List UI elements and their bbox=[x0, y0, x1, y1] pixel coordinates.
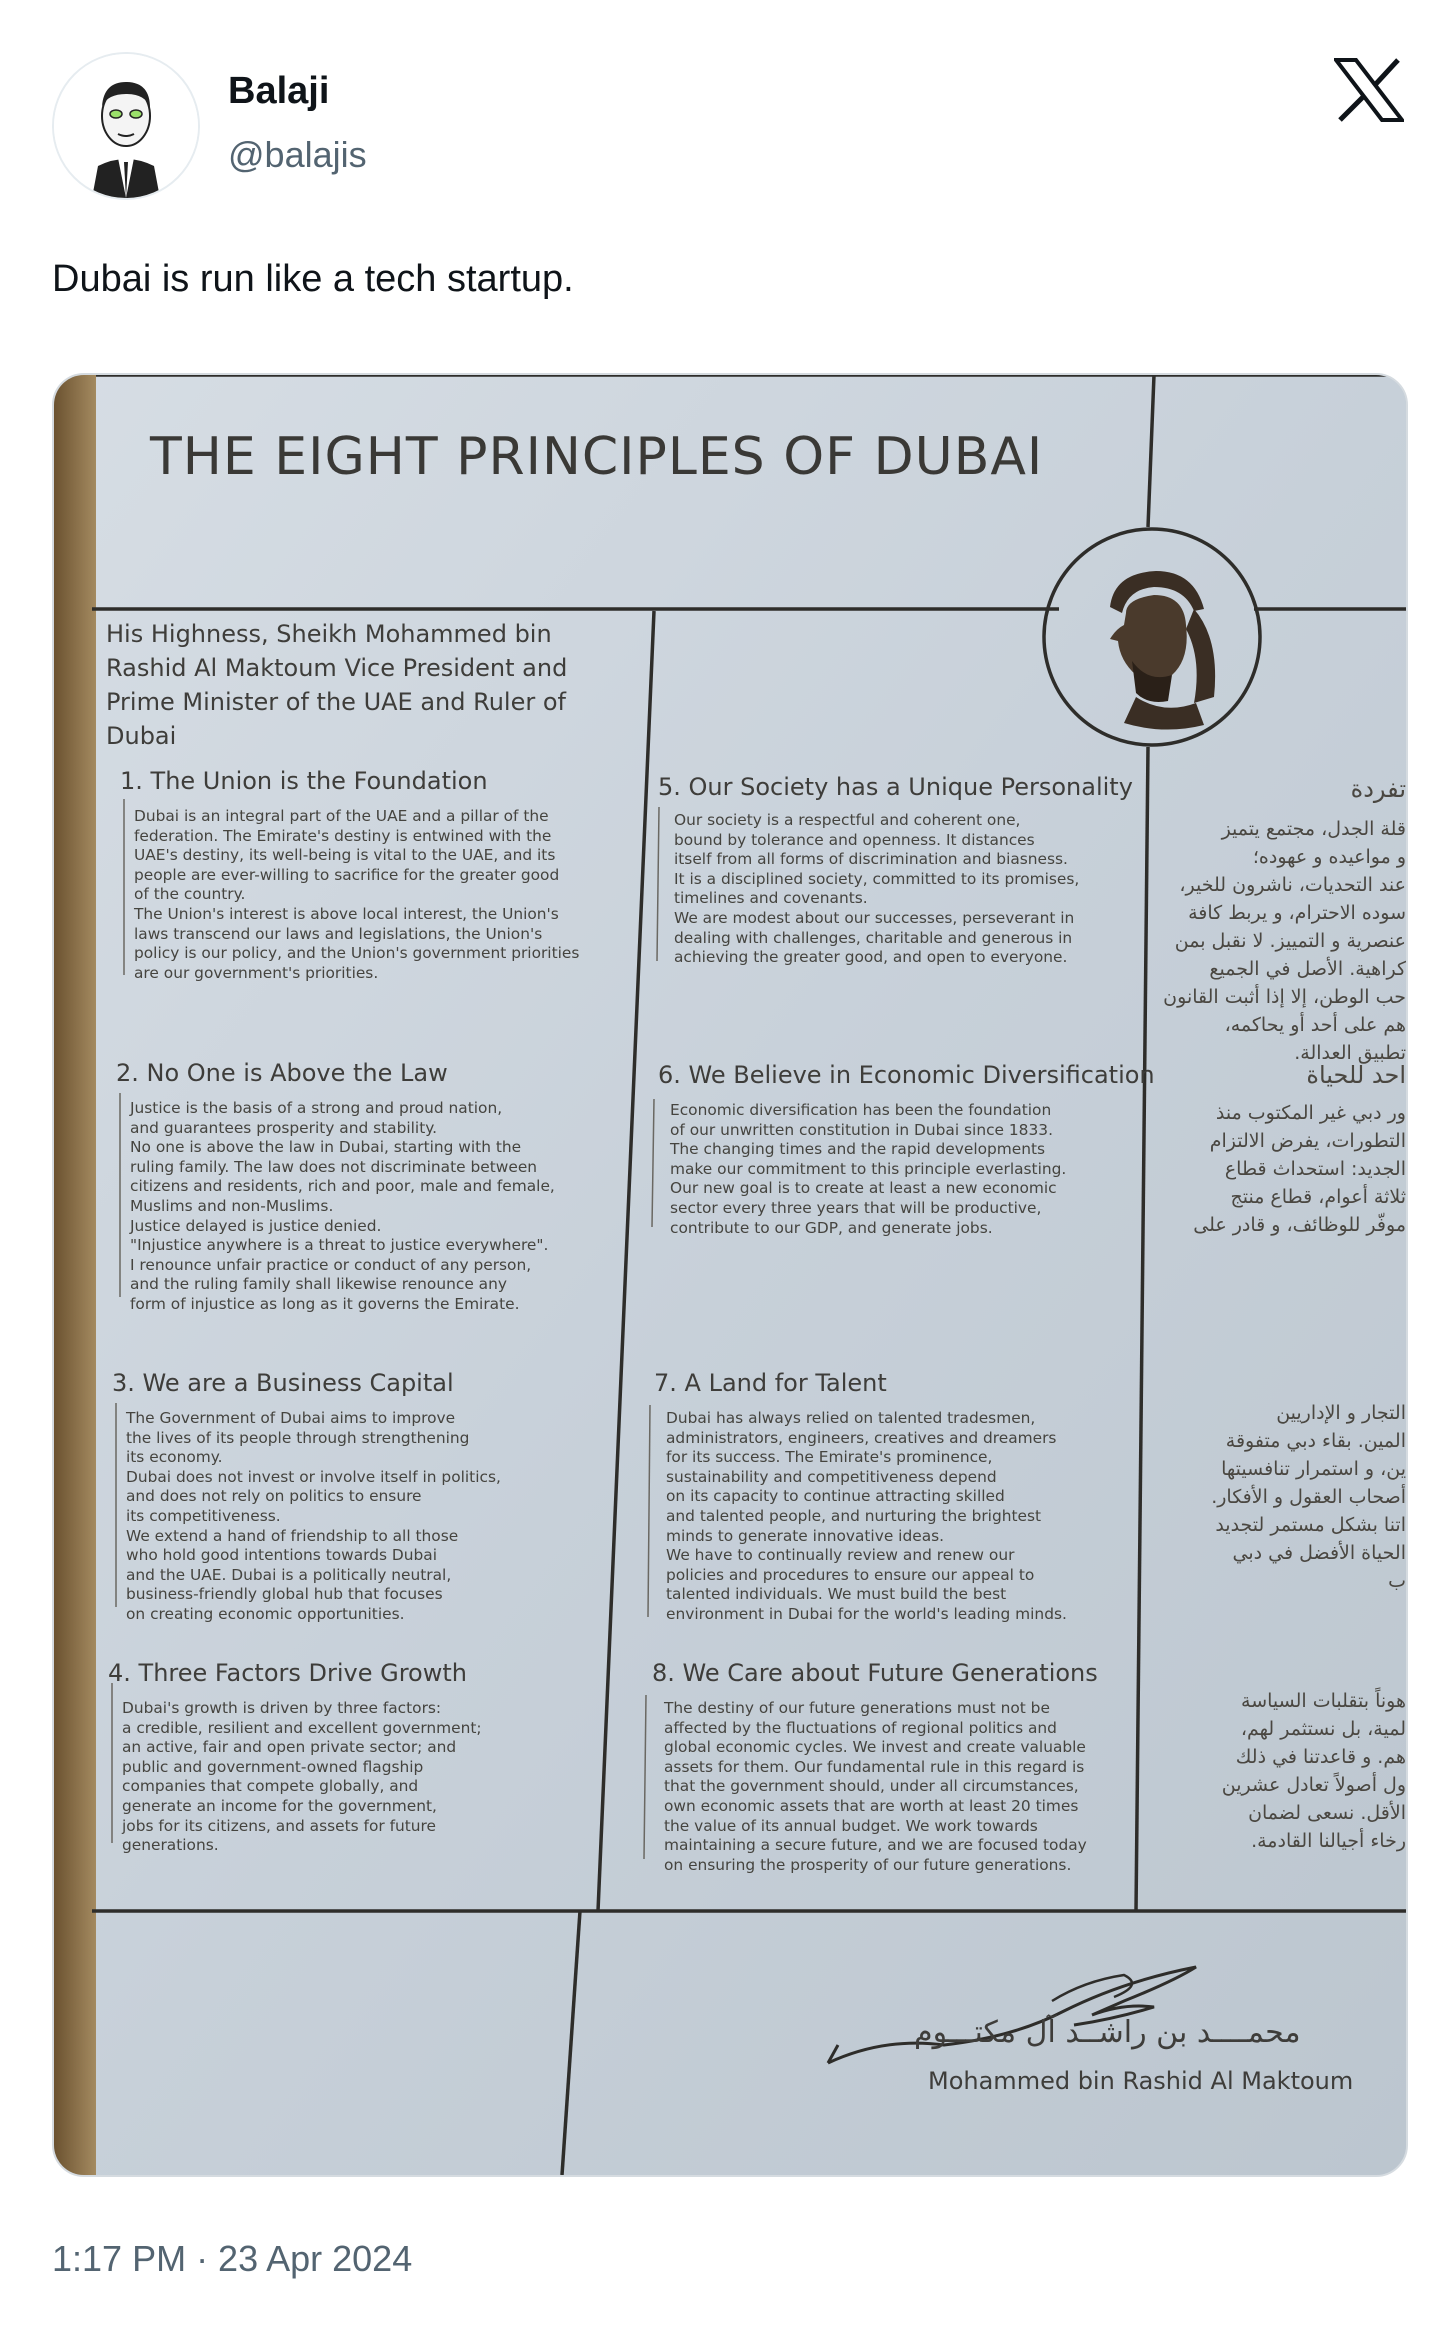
principle-6-heading: 6. We Believe in Economic Diversification bbox=[658, 1061, 1155, 1089]
principle-1-body: Dubai is an integral part of the UAE and a pillar of the federation. The Emirate's destiny is entwined with the UAE's destiny, its well-being is vital to the UAE, and its people are ever-willing to sacrifice for the greater good of the country. The Union's interest is above local interest, the Union's laws transcend our laws and legislations, the Union's policy is our policy, and the Union's government priorities are our government's priorities. bbox=[134, 807, 580, 982]
arabic-block-2: ور دبي غير المكتوب منذ التطورات، يفرض الالتزام الجديد: استحداث قطاع ثلاثة أعوام، قطاع منتج موفّر للوظائف، و قادر على bbox=[1193, 1102, 1406, 1236]
author-name[interactable]: Balaji bbox=[228, 70, 330, 112]
principle-4-heading: 4. Three Factors Drive Growth bbox=[108, 1659, 467, 1687]
principle-7-heading: 7. A Land for Talent bbox=[654, 1369, 887, 1397]
arabic-block-1: قلة الجدل، مجتمع يتميز و مواعيده و عهوده؛ عند التحديات، ناشرون للخير، سوده الاحترام، و يربط كافة عنصرية و التمييز. لا نقبل بمن كراهية. الأصل في الجميع حب الوطن، إلا إذا أثبت القانون هم على أحد أو يحاكمه، تطبيق العدالة. bbox=[1163, 818, 1406, 1064]
tweet-photo[interactable] bbox=[52, 373, 1408, 2177]
principle-8-heading: 8. We Care about Future Generations bbox=[652, 1659, 1098, 1687]
principle-4-body: Dubai's growth is driven by three factors: a credible, resilient and excellent government; an active, fair and open private sector; and public and government-owned flagship companies that compete globally, and generate an income for the government, jobs for its citizens, and assets for future generations. bbox=[122, 1699, 482, 1855]
principle-2-body: Justice is the basis of a strong and proud nation, and guarantees prosperity and stability. No one is above the law in Dubai, starting with the ruling family. The law does not discriminate between citizens and residents, rich and poor, male and female, Muslims and non-Muslims. Justice delayed is justice denied. "Injustice anywhere is a threat to justice everywhere". I renounce unfair practice or conduct of any person, and the ruling family shall likewise renounce any form of injustice as long as it governs the Emirate. bbox=[130, 1099, 555, 1313]
tweet-text: Dubai is run like a tech startup. bbox=[52, 258, 574, 300]
board-highness: His Highness, Sheikh Mohammed bin Rashid Al Maktoum Vice President and Prime Minister of the UAE and Ruler of Dubai bbox=[106, 620, 568, 750]
board-title: THE EIGHT PRINCIPLES OF DUBAI bbox=[150, 427, 1044, 487]
arabic-block-3: التجار و الإداريين المين. بقاء دبي متفوقة ين، و استمرار تنافسيتها أصحاب العقول و الأفكار. اتنا بشكل مستمر لتجديد الحياة الأفضل في دبي ب bbox=[1211, 1402, 1406, 1592]
principle-7-body: Dubai has always relied on talented tradesmen, administrators, engineers, creatives and dreamers for its success. The Emirate's prominence, sustainability and competitiveness depend on its capacity to continue attracting skilled and talented people, and nurturing the brightest minds to generate innovative ideas. We have to continually review and renew our policies and procedures to ensure our appeal to talented individuals. We must build the best environment in Dubai for the world's leading minds. bbox=[666, 1409, 1067, 1623]
author-handle[interactable]: @balajis bbox=[228, 134, 367, 175]
arabic-block-1-heading: تفردة bbox=[1350, 775, 1406, 803]
principle-3-heading: 3. We are a Business Capital bbox=[112, 1369, 454, 1397]
x-logo-icon[interactable] bbox=[1334, 58, 1404, 122]
signature-flourish-icon bbox=[824, 1941, 1244, 2081]
ruler-portrait-emblem-icon bbox=[1044, 529, 1260, 745]
tweet-timestamp[interactable]: 1:17 PM · 23 Apr 2024 bbox=[52, 2238, 413, 2279]
principle-5-heading: 5. Our Society has a Unique Personality bbox=[658, 773, 1133, 801]
principle-6-body: Economic diversification has been the foundation of our unwritten constitution in Dubai since 1833. The changing times and the rapid developments make our commitment to this principle everlasting. Our new goal is to create at least a new economic sector every three years that will be productive, contribute to our GDP, and generate jobs. bbox=[670, 1101, 1067, 1237]
signature-arabic: محمــــد بن راشــد آل مكتـــوم bbox=[914, 2015, 1301, 2050]
arabic-block-4: هوناً بتقلبات السياسة لمية، بل نستثمر لهم، هم. و قاعدتنا في ذلك ول أصولاً تعادل عشرين الأقل. نسعى لضمان رخاء أجيالنا القادمة. bbox=[1221, 1690, 1406, 1852]
avatar-portrait-icon bbox=[54, 54, 198, 198]
principle-2-heading: 2. No One is Above the Law bbox=[116, 1059, 448, 1087]
avatar[interactable] bbox=[52, 52, 200, 200]
principle-3-body: The Government of Dubai aims to improve the lives of its people through strengthening its economy. Dubai does not invest or involve itself in politics, and does not rely on politics to ensure its competitiveness. We extend a hand of friendship to all those who hold good intentions towards Dubai and the UAE. Dubai is a politically neutral, business-friendly global hub that focuses on creating economic opportunities. bbox=[126, 1409, 501, 1623]
signature-english: Mohammed bin Rashid Al Maktoum bbox=[928, 2067, 1354, 2095]
principle-1-heading: 1. The Union is the Foundation bbox=[120, 767, 488, 795]
principle-5-body: Our society is a respectful and coherent one, bound by tolerance and openness. It distances itself from all forms of discrimination and biasness. It is a disciplined society, committed to its promises, timelines and covenants. We are modest about our successes, perseverant in dealing with challenges, charitable and generous in achieving the greater good, and open to everyone. bbox=[674, 811, 1080, 967]
arabic-block-2-heading: احد للحياة bbox=[1306, 1061, 1406, 1089]
principle-8-body: The destiny of our future generations must not be affected by the fluctuations of regional politics and global economic cycles. We invest and create valuable assets for them. Our fundamental rule in this regard is that the government should, under all circumstances, own economic assets that are worth at least 20 times the value of its annual budget. We work towards maintaining a secure future, and we are focused today on ensuring the prosperity of our future generations. bbox=[664, 1699, 1087, 1874]
